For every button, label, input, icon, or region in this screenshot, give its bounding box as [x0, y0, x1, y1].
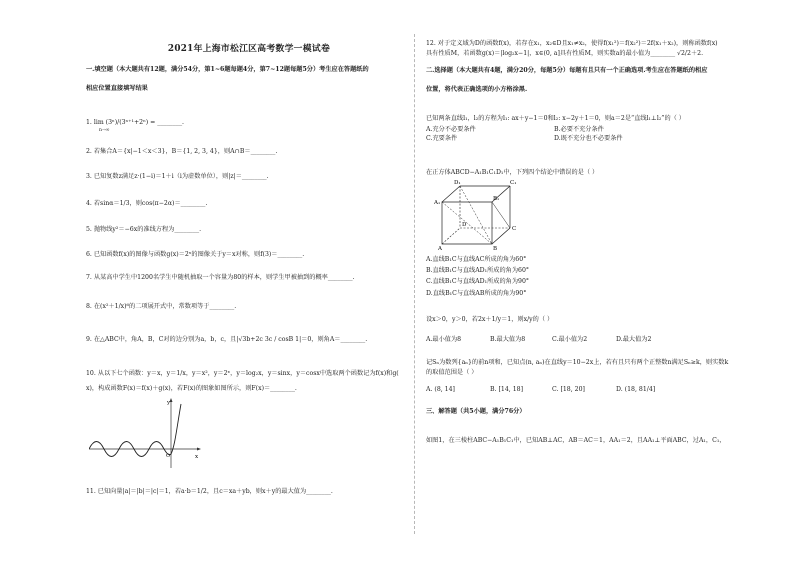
q15-option-d: D.最大值为2	[616, 336, 652, 343]
q13-option-a: A.充分不必要条件	[426, 126, 476, 133]
label-D: D	[462, 222, 467, 228]
question-17: 如图1，在三棱柱ABC−A₁B₁C₁中，已知AB⊥AC，AB＝AC＝1，AA₁＝2，且AA₁⊥平面ABC，过A₁，C₁，	[426, 437, 726, 444]
q15-option-b: B.最大值为8	[490, 336, 526, 343]
question-9: 9. 在△ABC中，角A，B，C对的边分别为a，b，c，且|√3b+2c 3c / cosB 1|＝0，则角A＝________.	[86, 336, 368, 343]
q14-option-c: C.直线B₁C与直线AD₁所成的角为90°	[426, 278, 529, 285]
label-A1: A₁	[434, 200, 441, 206]
q14-option-b: B.直线B₁C与直线AD₁所成的角为60°	[426, 267, 530, 274]
x-axis-label: x	[195, 454, 199, 460]
question-4: 4. 若sinα＝1/3，则cos(π−2α)＝________.	[86, 200, 208, 207]
left-column	[86, 0, 412, 562]
label-D1: D₁	[454, 180, 461, 186]
q13-option-c: C.充要条件	[426, 135, 458, 142]
q15-option-a: A.最小值为8	[426, 336, 462, 343]
question-12-cont: 具有性质M，若函数g(x)＝|log₂x−1|，x∈(0, a]具有性质M，则实数a的最小值为________ √2/2＋2.	[426, 50, 704, 57]
section1-heading-cont: 相应位置直接填写结果	[86, 85, 148, 92]
label-C: C	[512, 226, 517, 232]
q13-option-b: B.必要不充分条件	[554, 126, 604, 133]
cube-figure	[434, 178, 518, 250]
q16-option-b: B. [14, 18]	[490, 386, 523, 393]
q16-option-d: D. (18, 81/4]	[616, 386, 656, 393]
y-axis-label: y	[167, 400, 171, 406]
question-16: 记Sₙ为数列{aₙ}的前n项和，已知点(n, aₙ)在直线y＝10−2x上，若有且只有两个正整数n满足Sₙ≥k，则实数k	[426, 359, 729, 366]
question-15: 设x＞0，y＞0，若2x＋1/y＝1，则x/y的（ ）	[426, 316, 554, 323]
section3-heading: 三、解答题（共5小题，满分76分）	[426, 408, 526, 415]
q16-option-c: C. [18, 20]	[552, 386, 585, 393]
page-title: 2021年上海市松江区高考数学一模试卷	[167, 44, 331, 54]
label-A: A	[438, 246, 442, 250]
question-6: 6. 已知函数f(x)的图像与函数g(x)＝2ˣ的图像关于y＝x对称，则f(3)＝________.	[86, 251, 305, 258]
label-B: B	[493, 246, 498, 250]
function-curve	[89, 404, 181, 457]
question-12: 12. 对于定义域为D的函数f(x)，若存在x₁，x₂∈D且x₁≠x₂，使得f(x₁²)＝f(x₂²)＝2f(x₁＋x₂)，则称函数f(x)	[426, 40, 718, 47]
question-3: 3. 已知复数z满足z·(1−i)＝1＋i（i为虚数单位），则|z|＝________.	[86, 173, 269, 180]
question-8: 8. 在(x²＋1/x)⁶的二项展开式中，常数项等于________.	[86, 303, 237, 310]
section1-heading: 一.填空题（本大题共有12题，满分54分，第1~6题每题4分，第7~12题每题5分）考生应在答题纸的	[86, 66, 369, 73]
q13-option-d: D.既不充分也不必要条件	[554, 135, 623, 142]
column-divider	[414, 34, 415, 534]
q14-option-d: D.直线B₁C与直线AB所成的角为90°	[426, 290, 527, 297]
question-1: 1. lim (3ⁿ)/(3ⁿ⁺¹+2ⁿ) = ________.	[86, 119, 185, 126]
right-column	[426, 0, 756, 562]
question-14: 在正方体ABCD−A₁B₁C₁D₁中，下列四个结论中错误的是（ ）	[426, 169, 599, 176]
question-5: 5. 抛物线y²＝−6x的准线方程为________.	[86, 226, 202, 233]
q14-option-a: A.直线B₁C与直线AC所成的角为60°	[426, 256, 527, 263]
question-16-cont: 的取值范围是（ ）	[426, 369, 478, 376]
label-B1: B₁	[493, 196, 500, 202]
origin-label: O	[166, 453, 171, 459]
question-11: 11. 已知向量|a|＝|b|＝|c|＝1，若a·b＝1/2，且c＝xa＋yb，则x＋y的最大值为________.	[86, 488, 333, 495]
x-axis-arrow	[197, 448, 201, 451]
question-13: 已知两条直线l₁，l₂的方程为l₁: ax＋y−1＝0和l₂: x−2y＋1＝0，则a＝2是“直线l₁⊥l₂”的（ ）	[426, 115, 685, 122]
question-2: 2. 若集合A＝{x|−1＜x＜3}，B＝{1, 2, 3, 4}，则A∩B＝________.	[86, 148, 278, 155]
question-10-cont: x)，构成函数F(x)＝f(x)＋g(x)，若F(x)的图象如图所示，则F(x)＝________.	[86, 385, 297, 392]
function-graph-figure	[89, 396, 201, 468]
section2-heading-cont: 位置，将代表正确选项的小方格涂黑.	[426, 86, 528, 93]
section2-heading: 二.选择题（本大题共有4题，满分20分，每题5分）每题有且只有一个正确选项.考生应在答题纸的相应	[426, 67, 708, 74]
q16-option-a: A. (8, 14]	[426, 386, 455, 393]
question-1-limit-sub: n→∞	[99, 128, 110, 133]
q15-option-c: C.最小值为2	[552, 336, 588, 343]
label-C1: C₁	[510, 180, 517, 186]
question-7: 7. 从某高中学生中1200名学生中随机抽取一个容量为80的样本，则学生甲被抽到的概率________.	[86, 274, 355, 281]
question-10: 10. 从以下七个函数：y＝x，y＝1/x，y＝x²，y＝2ˣ，y＝log₂x，y＝sinx，y＝cosx中选取两个函数记为f(x)和g(	[86, 370, 399, 377]
